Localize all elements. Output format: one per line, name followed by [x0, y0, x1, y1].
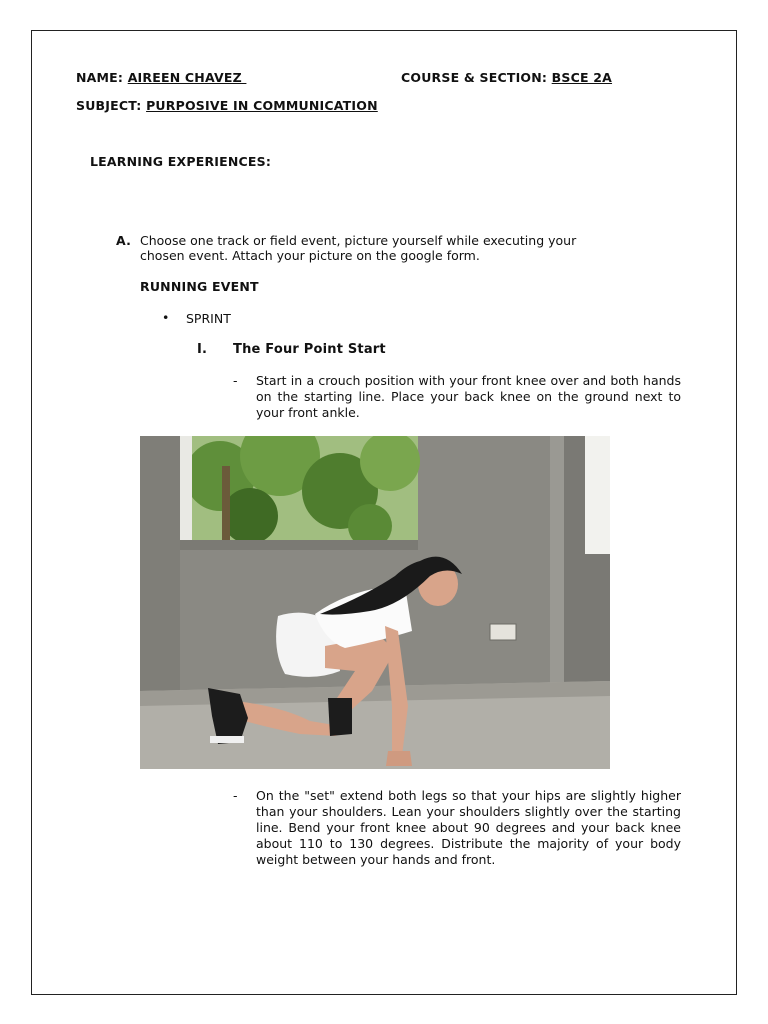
photo-illustration — [140, 436, 610, 769]
item-a-line1: Choose one track or field event, picture yourself while executing your — [140, 233, 577, 248]
item-a-marker: A. — [116, 233, 132, 248]
section-title: LEARNING EXPERIENCES: — [90, 154, 272, 169]
course-value: BSCE 2A — [551, 70, 613, 85]
step1-text: Start in a crouch position with your front knee over and both hands on the starting line. Place your back knee on the ground next to your front ankle. — [256, 373, 681, 420]
item-a-line2: chosen event. Attach your picture on the google form. — [140, 248, 480, 263]
step2-dash: - — [233, 788, 238, 803]
name-line — [76, 70, 246, 85]
course-label: COURSE & SECTION: — [401, 70, 548, 85]
crouch-start-photo — [140, 436, 610, 769]
subject-line — [76, 98, 378, 113]
name-value: AIREEN CHAVEZ — [127, 70, 247, 85]
step1-dash: - — [233, 373, 238, 388]
subheading-numeral: I. — [197, 342, 208, 357]
course-line — [401, 70, 612, 85]
name-label: NAME: — [76, 70, 124, 85]
step2-text: On the "set" extend both legs so that your hips are slightly higher than your shoulders. Lean your shoulders slightly over the starting line. Bend your front knee about 90 degrees and your back knee about 110 to 130 degrees. Distribute the majority of your body weight between your hands and front. — [256, 788, 681, 867]
subheading-title: The Four Point Start — [233, 342, 386, 357]
subject-value: PURPOSIVE IN COMMUNICATION — [146, 98, 378, 113]
bullet-icon: • — [162, 310, 170, 325]
subject-label: SUBJECT: — [76, 98, 142, 113]
bullet-text: SPRINT — [186, 311, 231, 326]
event-heading: RUNNING EVENT — [140, 279, 259, 294]
